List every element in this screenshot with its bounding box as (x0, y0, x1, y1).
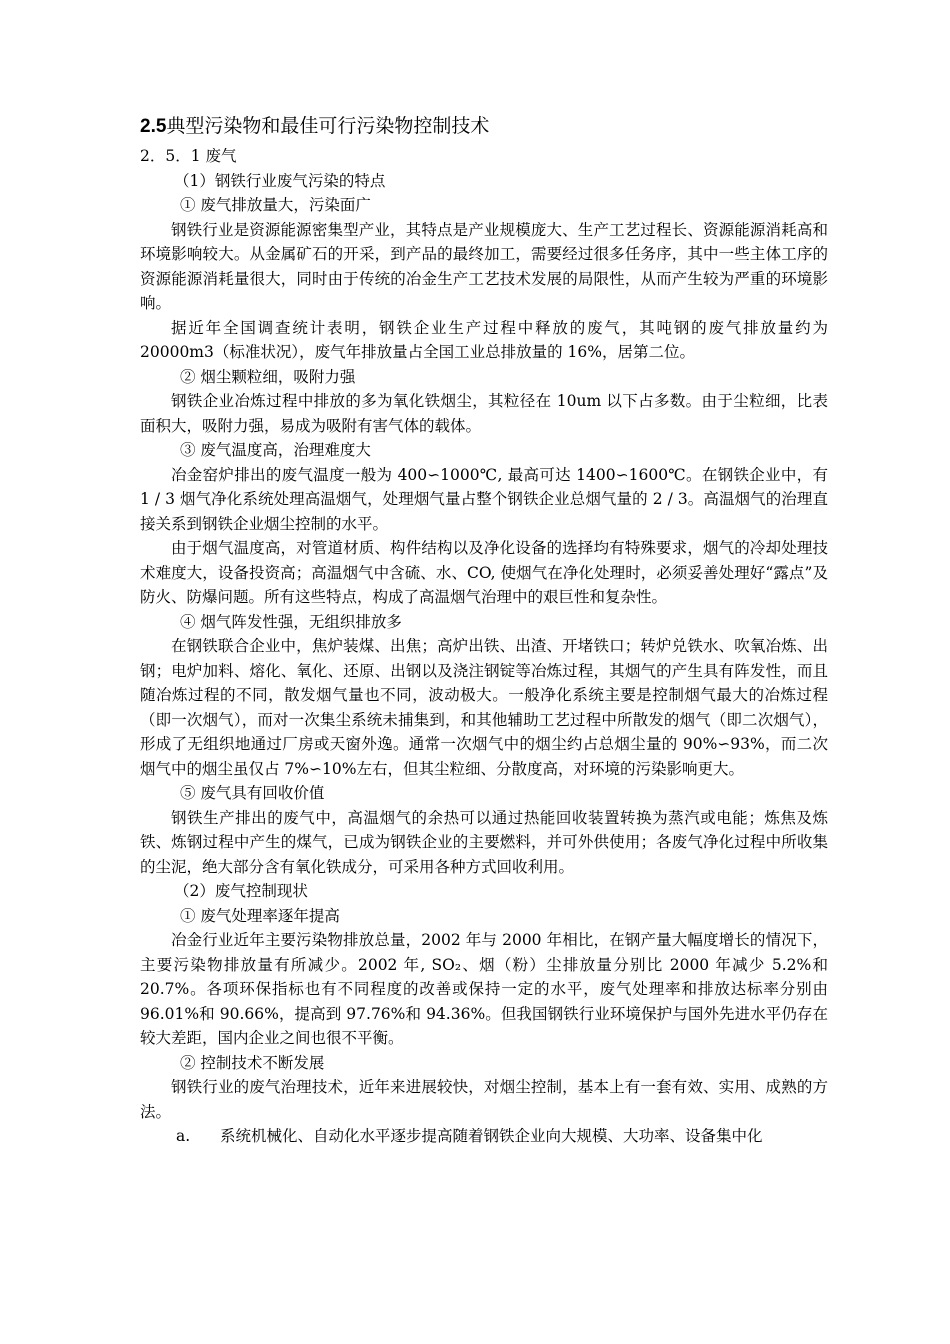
item-heading: ⑤ 废气具有回收价值 (180, 784, 325, 802)
paragraph: 据近年全国调查统计表明，钢铁企业生产过程中释放的废气，其吨钢的废气排放量约为 20000m3（标准状况），废气年排放量占全国工业总排放量的 16%，居第二位。 (140, 318, 828, 361)
item-heading: ② 控制技术不断发展 (180, 1053, 325, 1072)
paragraph: 冶金行业近年主要污染物排放总量，2002 年与 2000 年相比，在钢产量大幅度增长的情况下，主要污染物排放量有所减少。2002 年, SO₂、烟（粉）尘排放量分别比 2000 年减少 5.2%和 20.7%。各项环保指标也有不同程度的改善或保持一定的水平，废气处理率和排放达标率分别由 96.01%和 90.66%，提高到 97.76%和 94.36%。但我国钢铁行业环境保护与国外先进水平仍存在较大差距，国内企业之间也很不平衡。 (140, 931, 828, 1047)
item-heading: ④ 烟气阵发性强，无组织排放多 (180, 612, 402, 631)
list-item-text: 系统机械化、自动化水平逐步提高随着钢铁企业向大规模、大功率、设备集中化 (220, 1127, 763, 1145)
list-marker: a. (176, 1127, 191, 1145)
section-heading (140, 108, 828, 144)
item-heading: ③ 废气温度高，治理难度大 (180, 441, 371, 459)
paragraph: 钢铁企业冶炼过程中排放的多为氧化铁烟尘，其粒径在 10um 以下占多数。由于尘粒细，比表面积大，吸附力强，易成为吸附有害气体的载体。 (140, 392, 828, 435)
item-heading: ① 废气排放量大，污染面广 (180, 196, 371, 214)
part1-heading: （1）钢铁行业废气污染的特点 (174, 171, 386, 190)
part2-heading: （2）废气控制现状 (174, 882, 308, 900)
list-item-a (140, 1124, 828, 1149)
paragraph: 钢铁行业是资源能源密集型产业，其特点是产业规模庞大、生产工艺过程长、资源能源消耗高和环境影响较大。从金属矿石的开采，到产品的最终加工，需要经过很多任务序，其中一些主体工序的资源能源消耗量很大，同时由于传统的冶金生产工艺技术发展的局限性，从而产生较为严重的环境影响。 (140, 220, 828, 312)
subsection-heading: 2．5．1 废气 (140, 147, 237, 165)
section-number: 2.5 (140, 116, 167, 137)
paragraph: 冶金窑炉排出的废气温度一般为 400∽1000℃, 最高可达 1400∽1600℃。在钢铁企业中，有 1 / 3 烟气净化系统处理高温烟气，处理烟气量占整个钢铁企业总烟气量的 2 / 3。高温烟气的治理直接关系到钢铁企业烟尘控制的水平。 (140, 465, 828, 533)
paragraph: 钢铁行业的废气治理技术，近年来进展较快，对烟尘控制，基本上有一套有效、实用、成熟的方法。 (140, 1078, 828, 1121)
item-heading: ① 废气处理率逐年提高 (180, 906, 340, 925)
section-title: 典型污染物和最佳可行污染物控制技术 (166, 115, 490, 137)
paragraph: 钢铁生产排出的废气中，高温烟气的余热可以通过热能回收装置转换为蒸汽或电能；炼焦及炼铁、炼钢过程中产生的煤气，已成为钢铁企业的主要燃料，并可外供使用；各废气净化过程中所收集的尘泥，绝大部分含有氧化铁成分，可采用各种方式回收利用。 (140, 808, 828, 876)
paragraph: 由于烟气温度高，对管道材质、构件结构以及净化设备的选择均有特殊要求，烟气的冷却处理技术难度大，设备投资高；高温烟气中含硫、水、CO, 使烟气在净化处理时，必须妥善处理好“露点”及防火、防爆问题。所有这些特点，构成了高温烟气治理中的艰巨性和复杂性。 (140, 539, 828, 606)
item-heading: ② 烟尘颗粒细，吸附力强 (180, 367, 356, 386)
document-body (140, 108, 828, 1149)
paragraph: 在钢铁联合企业中，焦炉装煤、出焦；高炉出铁、出渣、开堵铁口；转炉兑铁水、吹氧冶炼、出钢；电炉加料、熔化、氧化、还原、出钢以及浇注钢锭等冶炼过程，其烟气的产生具有阵发性，而且随冶炼过程的不同，散发烟气量也不同，波动极大。一般净化系统主要是控制烟气最大的冶炼过程（即一次烟气），而对一次集尘系统未捕集到，和其他辅助工艺过程中所散发的烟气（即二次烟气），形成了无组织地通过厂房或天窗外逸。通常一次烟气中的烟尘约占总烟尘量的 90%∽93%，而二次烟气中的烟尘虽仅占 7%∽10%左右，但其尘粒细、分散度高，对环境的污染影响更大。 (140, 637, 828, 778)
